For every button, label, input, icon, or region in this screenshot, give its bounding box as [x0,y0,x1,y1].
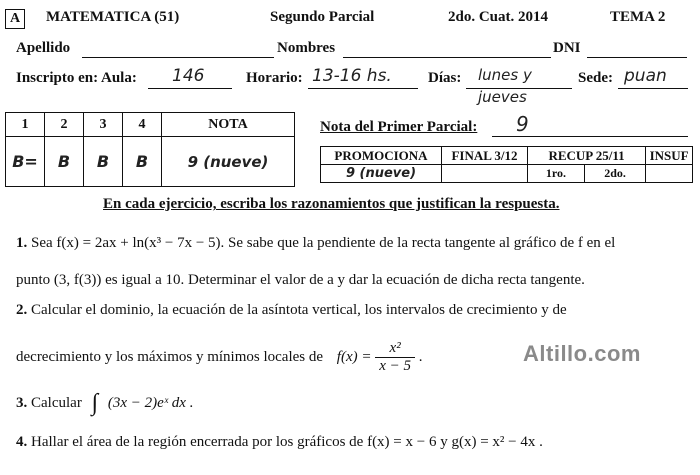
exercise-3 [16,390,193,417]
promo-header-insuf: INSUF [646,147,693,165]
grades-header-2: 2 [45,113,84,137]
sede-label: Sede: [578,70,613,86]
exercise-2-line2-text: decrecimiento y los máximos y mínimos locales de [16,348,324,365]
grade-2-value: B [45,137,84,187]
promo-header-promociona: PROMOCIONA [321,147,442,165]
dias-label: Días: [428,70,462,86]
aula-value: 146 [172,66,205,86]
grade-nota-value: 9 (nueve) [162,137,295,187]
grade-1-value: B= [6,137,45,187]
recup-sub-2do: 2do. [584,165,645,183]
horario-value: 13-16 hs. [312,66,392,86]
exercise-4-number: 4. [16,434,28,450]
tema-label: TEMA 2 [610,9,666,25]
promo-value: 9 (nueve) [321,165,442,183]
exercise-2 [16,302,567,319]
exercise-1-line1: Sea f(x) = 2ax + ln(x³ − 7x − 5). Se sabe que la pendiente de la recta tangente al gráfico de f en el [31,235,616,251]
grade-3-value: B [84,137,123,187]
grades-table [5,112,295,187]
recup-sub-1ro: 1ro. [528,165,585,183]
watermark-logo: Altillo.com [523,341,641,366]
grades-header-3: 3 [84,113,123,137]
instruction-text: En cada ejercicio, escriba los razonamientos que justifican la respuesta. [103,196,560,212]
promo-header-final: FINAL 3/12 [442,147,528,165]
exercise-1 [16,235,615,252]
exercise-2-fx: f(x) = [336,348,372,365]
exercise-2-fraction [375,340,415,375]
exercise-2-number: 2. [16,302,28,318]
promo-header-recup: RECUP 25/11 [528,147,646,165]
first-partial-value: 9 [516,112,529,136]
apellido-line [82,57,274,58]
exercise-2-line1: Calcular el dominio, la ecuación de la asíntota vertical, los intervalos de crecimiento y de [31,302,567,318]
grades-header-nota: NOTA [162,113,295,137]
exercise-4-text: Hallar el área de la región encerrada por los gráficos de f(x) = x − 6 y g(x) = x² − 4x . [31,434,543,450]
grades-header-1: 1 [6,113,45,137]
exam-title: Segundo Parcial [270,9,375,25]
fraction-numerator: x² [375,340,415,358]
apellido-label: Apellido [16,40,71,56]
first-partial-label: Nota del Primer Parcial: [320,119,478,135]
exercise-3-text: Calcular [31,394,82,411]
exercise-4 [16,434,543,451]
sede-value: puan [624,66,667,86]
exercise-3-number: 3. [16,394,28,411]
horario-label: Horario: [246,70,303,86]
dias-value: lunes y jueves [478,66,532,106]
term-label: 2do. Cuat. 2014 [448,9,549,25]
first-partial-line [492,136,688,137]
grades-header-4: 4 [123,113,162,137]
sede-line [618,88,688,89]
promo-final-cell [442,165,528,183]
aula-line [148,88,232,89]
promo-table [320,146,693,183]
integral-symbol: ∫ [91,390,99,416]
nombres-label: Nombres [277,40,336,56]
nombres-line [343,57,551,58]
promo-insuf-cell [646,165,693,183]
dni-label: DNI [553,40,581,56]
horario-line [308,88,418,89]
exercise-1-line2: punto (3, f(3)) es igual a 10. Determinar el valor de a y dar la ecuación de dicha recta tangente. [16,272,585,288]
fraction-denominator: x − 5 [379,358,411,374]
exercise-1-number: 1. [16,235,28,251]
exercise-2-line2: decrecimiento y los máximos y mínimos locales de f(x) = $\frac{\text{x²}}{x - 5}$ . [16,340,423,374]
inscripto-label: Inscripto en: Aula: [16,70,137,86]
dni-line [587,57,687,58]
exercise-3-expression: (3x − 2)eˣ dx . [107,394,194,411]
grade-4-value: B [123,137,162,187]
tema-letter-box: A [5,9,25,29]
subject-title: MATEMATICA (51) [46,9,180,25]
